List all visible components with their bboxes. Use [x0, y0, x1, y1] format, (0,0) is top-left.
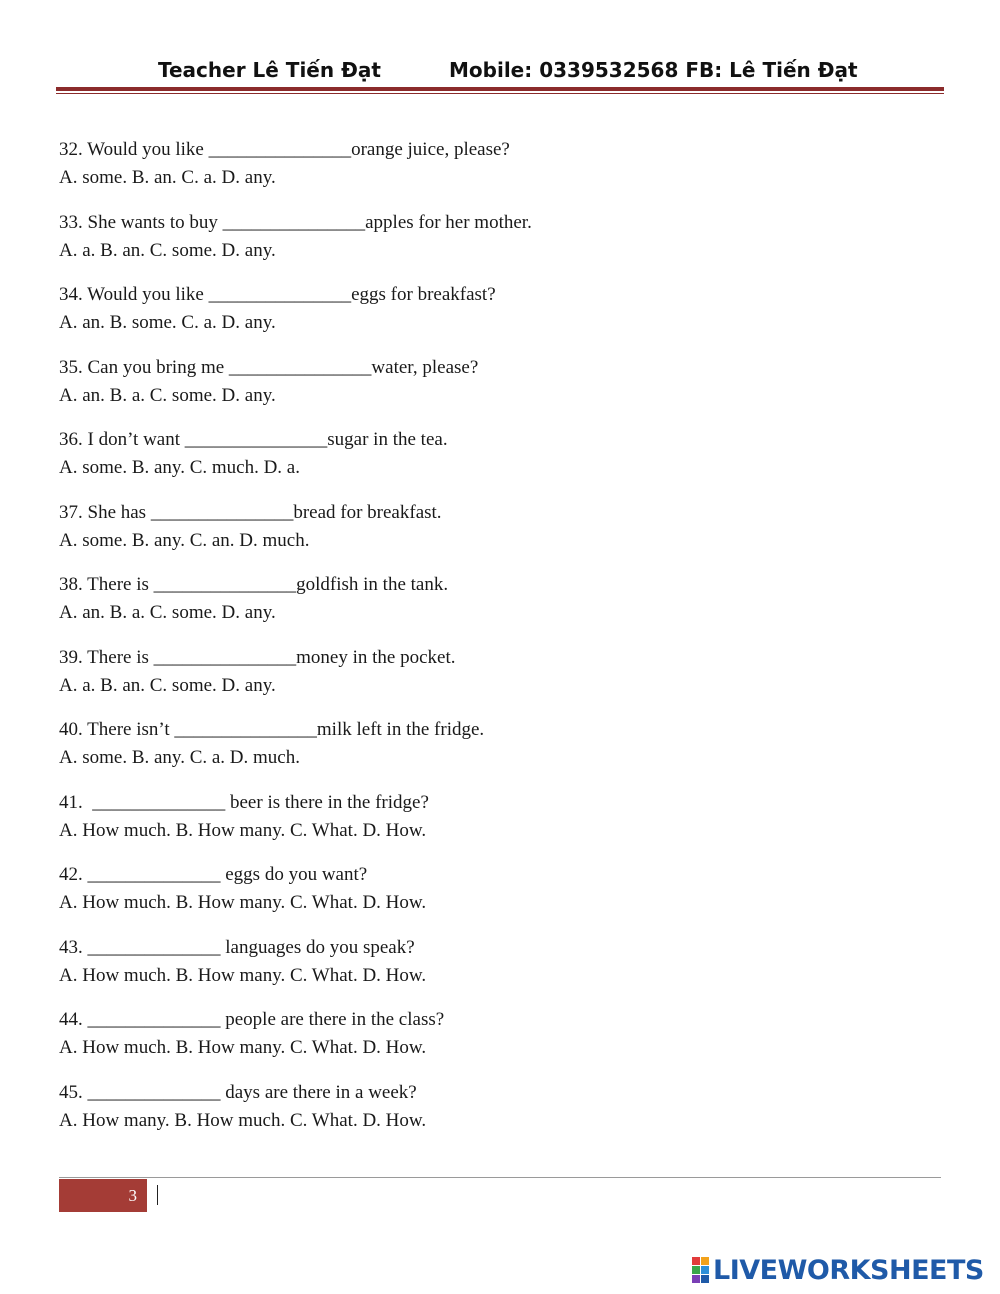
- question-text: 32. Would you like _______________orange juice, please?: [59, 139, 510, 160]
- question-text: 42. ______________ eggs do you want?: [59, 864, 368, 885]
- answer-options: A. How much. B. How many. C. What. D. How.: [59, 964, 427, 986]
- liveworksheets-grid-icon: [692, 1257, 709, 1283]
- question-item: [59, 861, 959, 934]
- question-list: [59, 136, 959, 1151]
- question-item: [59, 934, 959, 1007]
- page-number: 3: [128, 1185, 137, 1205]
- question-text: 39. There is _______________money in the pocket.: [59, 646, 456, 668]
- question-item: [59, 209, 959, 282]
- question-item: [59, 1006, 959, 1079]
- page-header: [0, 58, 1000, 90]
- question-item: [59, 499, 959, 572]
- question-text: 33. She wants to buy _______________apples for her mother.: [59, 211, 532, 233]
- logo-text: LIVEWORKSHEETS: [713, 1254, 984, 1286]
- header-teacher-name: Teacher Lê Tiến Đạt: [158, 58, 381, 82]
- answer-options: A. some. B. any. C. an. D. much.: [59, 529, 310, 551]
- answer-options: A. How much. B. How many. C. What. D. How.: [59, 1037, 427, 1058]
- answer-options: A. an. B. a. C. some. D. any.: [59, 384, 276, 406]
- answer-options: A. How much. B. How many. C. What. D. How.: [59, 892, 427, 913]
- question-text: 38. There is _______________goldfish in the tank.: [59, 574, 449, 595]
- question-item: [59, 354, 959, 427]
- question-text: 43. ______________ languages do you speak?: [59, 936, 415, 958]
- answer-options: A. some. B. any. C. a. D. much.: [59, 747, 300, 768]
- question-text: 44. ______________ people are there in the class?: [59, 1009, 445, 1030]
- question-item: [59, 789, 959, 862]
- answer-options: A. some. B. any. C. much. D. a.: [59, 457, 300, 478]
- page-number-separator: [157, 1185, 158, 1205]
- page-number-box: [59, 1179, 147, 1212]
- answer-options: A. some. B. an. C. a. D. any.: [59, 167, 276, 188]
- footer-rule: [59, 1177, 941, 1178]
- answer-options: A. an. B. a. C. some. D. any.: [59, 602, 276, 623]
- question-text: 36. I don’t want _______________sugar in the tea.: [59, 429, 448, 450]
- question-item: [59, 716, 959, 789]
- question-item: [59, 136, 959, 209]
- question-text: 45. ______________ days are there in a week?: [59, 1081, 417, 1103]
- question-item: [59, 426, 959, 499]
- question-item: [59, 571, 959, 644]
- question-text: 37. She has _______________bread for breakfast.: [59, 501, 442, 523]
- answer-options: A. a. B. an. C. some. D. any.: [59, 239, 276, 261]
- question-item: [59, 281, 959, 354]
- question-item: [59, 644, 959, 717]
- question-text: 41. ______________ beer is there in the fridge?: [59, 791, 429, 813]
- question-item: [59, 1079, 959, 1152]
- header-rule-thin: [56, 93, 944, 94]
- question-text: 40. There isn’t _______________milk left in the fridge.: [59, 719, 485, 740]
- answer-options: A. How many. B. How much. C. What. D. How.: [59, 1109, 427, 1131]
- answer-options: A. a. B. an. C. some. D. any.: [59, 674, 276, 696]
- answer-options: A. How much. B. How many. C. What. D. How.: [59, 819, 427, 841]
- answer-options: A. an. B. some. C. a. D. any.: [59, 312, 276, 333]
- header-rule-thick: [56, 87, 944, 91]
- header-contact: Mobile: 0339532568 FB: Lê Tiến Đạt: [449, 58, 858, 82]
- question-text: 35. Can you bring me _______________water, please?: [59, 356, 479, 378]
- liveworksheets-logo[interactable]: [692, 1255, 984, 1285]
- question-text: 34. Would you like _______________eggs for breakfast?: [59, 284, 496, 305]
